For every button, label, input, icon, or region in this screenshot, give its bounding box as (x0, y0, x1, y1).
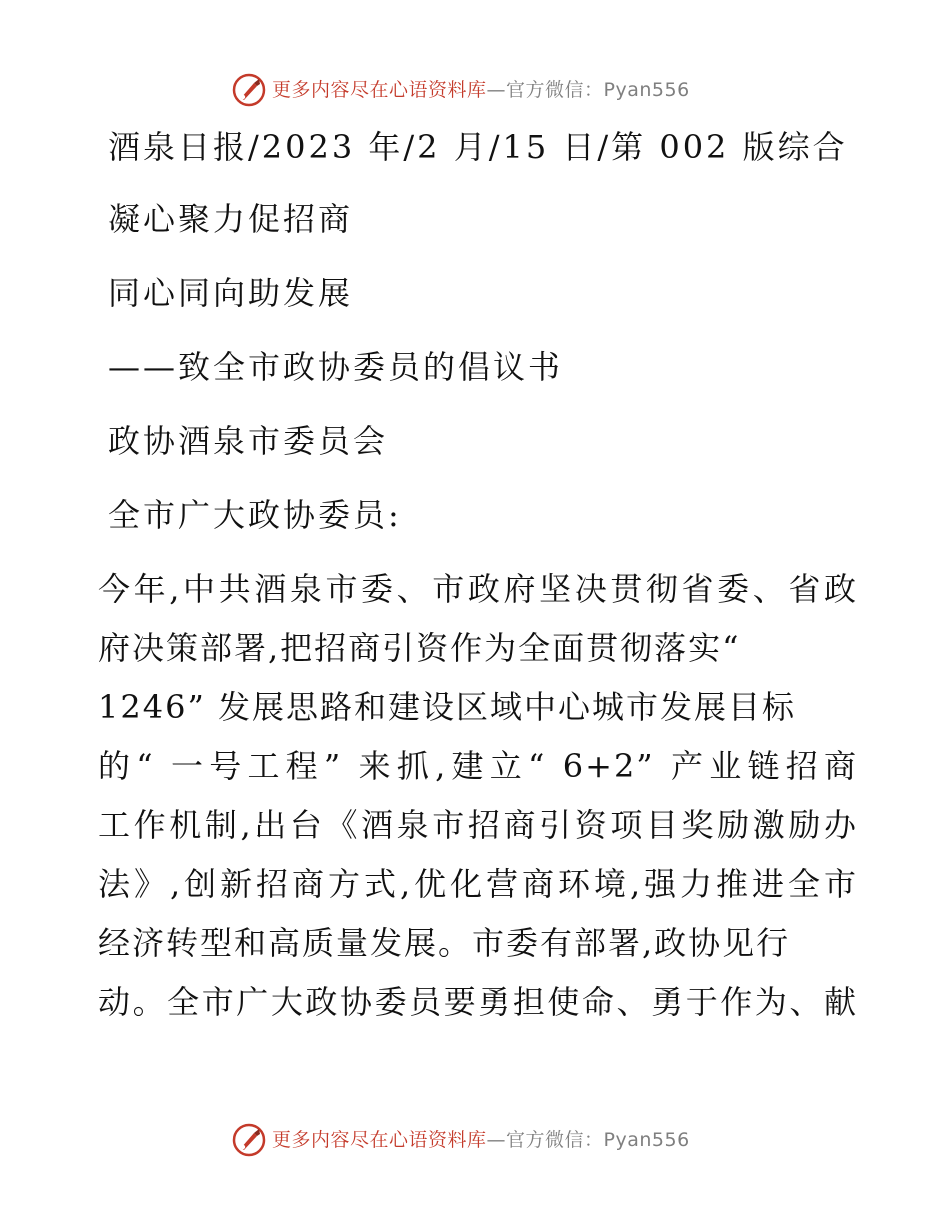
footer-watermark (232, 1120, 690, 1160)
body-line: 府决策部署,把招商引资作为全面贯彻落实“ (98, 629, 741, 667)
body-line: 工作机制,出台《酒泉市招商引资项目奖励激励办 (98, 806, 858, 844)
title-line-2: 同心同向助发展 (108, 274, 354, 312)
newspaper-header: 酒泉日报/2023 年/2 月/15 日/第 002 版综合 (108, 128, 848, 166)
header-watermark (232, 70, 690, 110)
subtitle: ——致全市政协委员的倡议书 (108, 348, 564, 386)
watermark-brand-text: 更多内容尽在心语资料库 (272, 78, 487, 101)
body-line: 1246” 发展思路和建设区域中心城市发展目标 (98, 688, 796, 726)
author: 政协酒泉市委员会 (108, 422, 389, 460)
salutation: 全市广大政协委员: (108, 496, 402, 534)
watermark-brand-text: 更多内容尽在心语资料库 (272, 1128, 487, 1151)
body-line: 法》,创新招商方式,优化营商环境,强力推进全市 (98, 865, 858, 903)
body-paragraph (98, 560, 858, 1032)
body-line: 动。全市广大政协委员要勇担使命、勇于作为、献 (98, 983, 858, 1021)
title-line-1: 凝心聚力促招商 (108, 200, 354, 238)
watermark-official-text: —官方微信：Pyan556 (486, 1128, 690, 1151)
quill-pen-logo-icon (232, 1123, 266, 1157)
quill-pen-logo-icon (232, 73, 266, 107)
body-line: 今年,中共酒泉市委、市政府坚决贯彻省委、省政 (98, 570, 858, 608)
watermark-official-text: —官方微信：Pyan556 (486, 78, 690, 101)
body-line: 的“ 一号工程” 来抓,建立“ 6+2” 产业链招商 (98, 747, 858, 785)
body-line: 经济转型和高质量发展。市委有部署,政协见行 (98, 924, 791, 962)
